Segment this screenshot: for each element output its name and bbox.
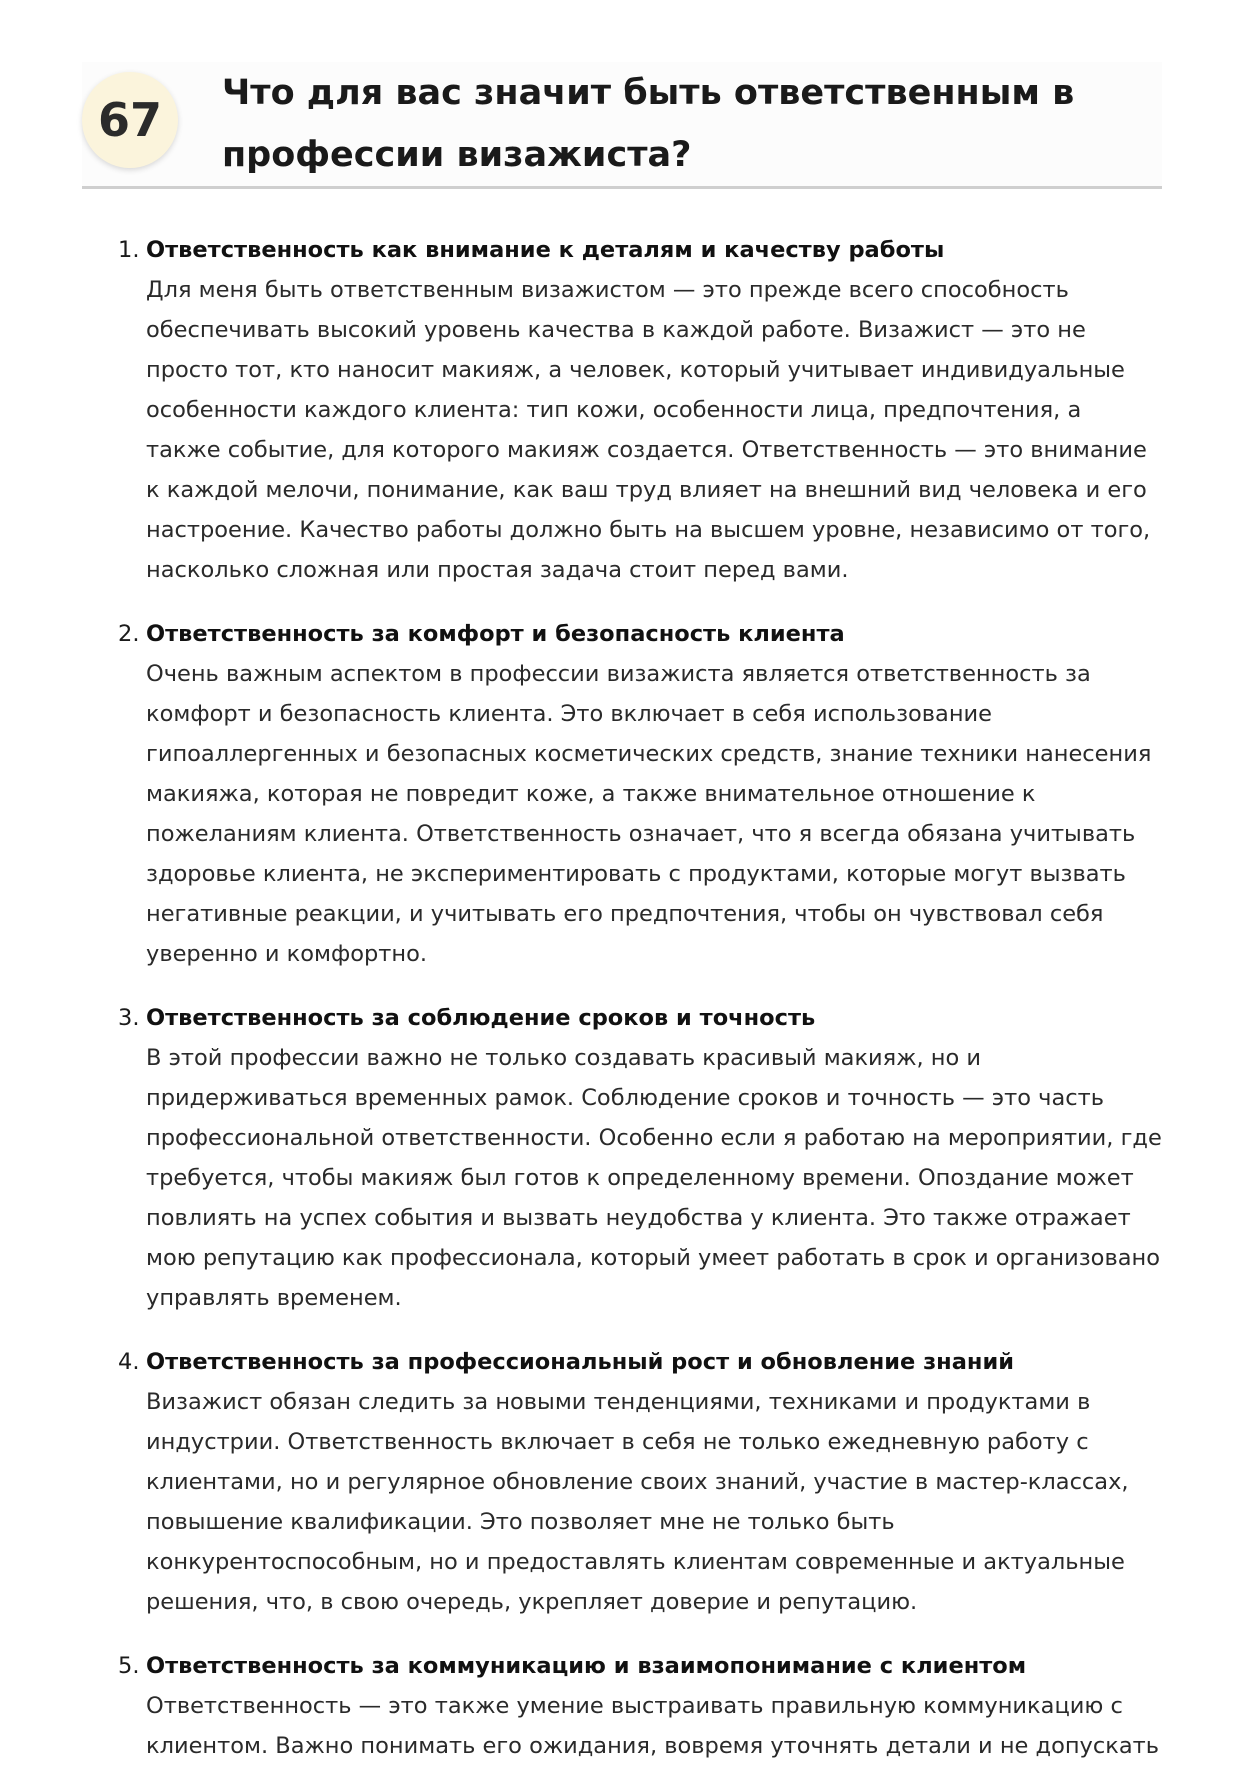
list-item — [118, 1342, 1162, 1622]
question-number-badge: 67 — [82, 72, 178, 168]
list-item — [118, 614, 1162, 974]
list-item — [118, 998, 1162, 1318]
item-body: В этой профессии важно не только создавать красивый макияж, но и придерживаться временных рамок. Соблюдение сроков и точность — это часть профессиональной ответственности. Особенно если я работаю на мероприятии, где требуется, чтобы макияж был готов к определенному времени. Опоздание может повлиять на успех события и вызвать неудобства у клиента. Это также отражает мою репутацию как профессионала, который умеет работать в срок и организовано управлять временем. — [146, 1045, 1162, 1311]
item-heading: Ответственность за соблюдение сроков и точность — [146, 1005, 816, 1031]
item-number: 3. — [118, 1005, 140, 1031]
list-item — [118, 1646, 1162, 1766]
item-heading: Ответственность как внимание к деталям и качеству работы — [146, 237, 945, 263]
item-number: 5. — [118, 1653, 140, 1679]
item-body: Для меня быть ответственным визажистом — это прежде всего способность обеспечивать высокий уровень качества в каждой работе. Визажист — это не просто тот, кто наносит макияж, а человек, который учитывает индивидуальные особенности каждого клиента: тип кожи, особенности лица, предпочтения, а также событие, для которого макияж создается. Ответственность — это внимание к каждой мелочи, понимание, как ваш труд влияет на внешний вид человека и его настроение. Качество работы должно быть на высшем уровне, независимо от того, насколько сложная или простая задача стоит перед вами. — [146, 277, 1151, 583]
question-header — [82, 62, 1162, 189]
item-number: 4. — [118, 1349, 140, 1375]
question-title: Что для вас значит быть ответственным в профессии визажиста? — [222, 73, 1075, 175]
item-number: 1. — [118, 237, 140, 263]
answer-list — [118, 230, 1162, 1790]
item-number: 2. — [118, 621, 140, 647]
item-body: Ответственность — это также умение выстраивать правильную коммуникацию с клиентом. Важно понимать его ожидания, вовремя уточнять детали и не допускать — [146, 1693, 1159, 1759]
list-item — [118, 230, 1162, 590]
item-heading: Ответственность за коммуникацию и взаимопонимание с клиентом — [146, 1653, 1027, 1679]
item-heading: Ответственность за профессиональный рост и обновление знаний — [146, 1349, 1014, 1375]
item-body: Визажист обязан следить за новыми тенденциями, техниками и продуктами в индустрии. Ответственность включает в себя не только ежедневную работу с клиентами, но и регулярное обновление своих знаний, участие в мастер-классах, повышение квалификации. Это позволяет мне не только быть конкурентоспособным, но и предоставлять клиентам современные и актуальные решения, что, в свою очередь, укрепляет доверие и репутацию. — [146, 1389, 1129, 1615]
item-body: Очень важным аспектом в профессии визажиста является ответственность за комфорт и безопасность клиента. Это включает в себя использование гипоаллергенных и безопасных косметических средств, знание техники нанесения макияжа, которая не повредит коже, а также внимательное отношение к пожеланиям клиента. Ответственность означает, что я всегда обязана учитывать здоровье клиента, не экспериментировать с продуктами, которые могут вызвать негативные реакции, и учитывать его предпочтения, чтобы он чувствовал себя уверенно и комфортно. — [146, 661, 1152, 967]
item-heading: Ответственность за комфорт и безопасность клиента — [146, 621, 845, 647]
